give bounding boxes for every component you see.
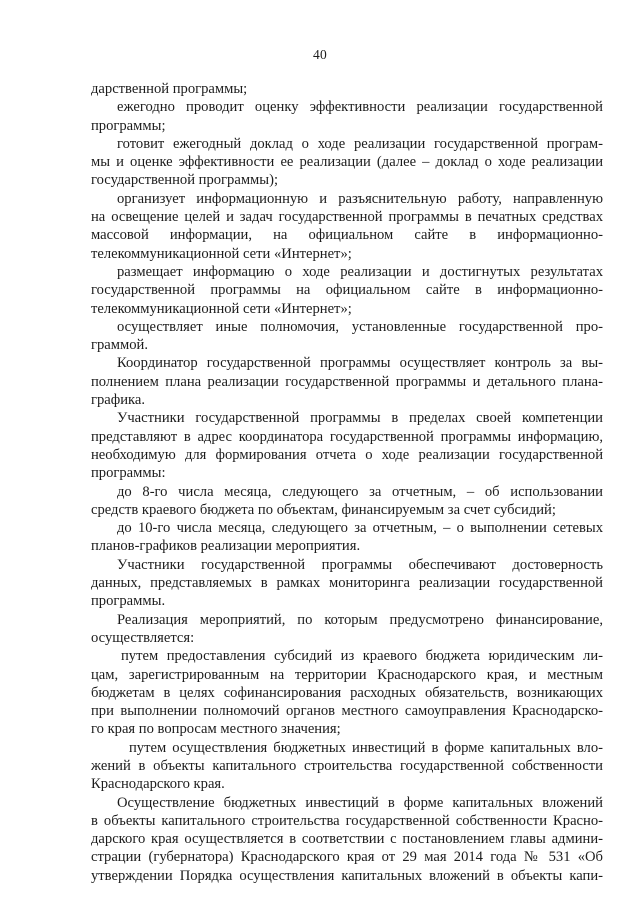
text-line: в объекты капитального строительства государственной собственности Красно- [91,812,603,829]
text-line: графика. [91,392,146,409]
body-text [91,80,603,885]
text-line: Реализация мероприятий, по которым предусмотрено финансирование, [117,611,603,628]
text-line: Участники государственной программы в пределах своей компетенции [117,410,603,427]
text-line: граммой. [91,337,148,354]
text-line: Координатор государственной программы осуществляет контроль за вы- [117,355,603,372]
text-line: Осуществление бюджетных инвестиций в форме капитальных вложений [117,794,603,811]
text-line: осуществляется: [91,629,195,646]
text-line: утверждении Порядка осуществления капитальных вложений в объекты капи- [91,867,603,884]
text-line: на освещение целей и задач государственной программы в печатных средствах [91,209,603,226]
text-line: путем осуществления бюджетных инвестиций в форме капитальных вло- [129,739,603,756]
text-line: жений в объекты капитального строительства государственной собственности [91,757,603,774]
text-line: дарского края осуществляется в соответствии с постановлением главы админи- [91,831,603,848]
text-line: бюджетам в целях софинансирования расходных обязательств, возникающих [91,684,603,701]
text-line: до 10-го числа месяца, следующего за отчетным, – о выполнении сетевых [117,520,603,537]
text-line: необходимую для формирования отчета о ходе реализации государственной [91,446,603,463]
text-line: телекоммуникационной сети «Интернет»; [91,245,352,262]
text-line: мы и оценке эффективности ее реализации (далее – доклад о ходе реализации [91,154,603,171]
text-line: телекоммуникационной сети «Интернет»; [91,300,352,317]
text-line: ежегодно проводит оценку эффективности реализации государственной [117,99,603,116]
text-line: до 8-го числа месяца, следующего за отчетным, – об использовании [117,483,603,500]
text-line: го края по вопросам местного значения; [91,721,341,738]
text-line: дарственной программы; [91,81,248,97]
page-number: 40 [312,47,328,62]
text-line: представляют в адрес координатора государственной программы информацию, [91,428,603,445]
text-line: государственной программы); [91,172,279,189]
text-line: осуществляет иные полномочия, установленные государственной про- [117,318,603,335]
text-line: средств краевого бюджета по объектам, финансируемым за счет субсидий; [91,501,556,518]
text-line: размещает информацию о ходе реализации и достигнутых результатах [117,263,603,280]
text-line: готовит ежегодный доклад о ходе реализации государственной програм- [117,135,603,152]
text-line: полнением плана реализации государственной программы и детального плана- [91,373,603,390]
text-line: организует информационную и разъяснительную работу, направленную [117,190,603,207]
text-line: программы. [91,593,166,610]
text-line: планов-графиков реализации мероприятия. [91,538,361,555]
text-line: программы; [91,117,166,134]
text-line: программы: [91,465,166,482]
text-line: при выполнении полномочий органов местного самоуправления Краснодарско- [91,703,603,720]
text-line: данных, представляемых в рамках мониторинга реализации государственной [91,575,603,592]
text-line: Участники государственной программы обеспечивают достоверность [117,556,603,573]
text-line: Краснодарского края. [91,776,225,793]
text-line: цам, зарегистрированным на территории Краснодарского края, и местным [91,666,603,683]
text-line: массовой информации, на официальном сайте в информационно- [91,227,603,244]
text-line: государственной программы на официальном сайте в информационно- [91,282,603,299]
text-line: страции (губернатора) Краснодарского края от 29 мая 2014 года № 531 «Об [91,849,603,866]
text-line: путем предоставления субсидий из краевого бюджета юридическим ли- [121,648,603,665]
